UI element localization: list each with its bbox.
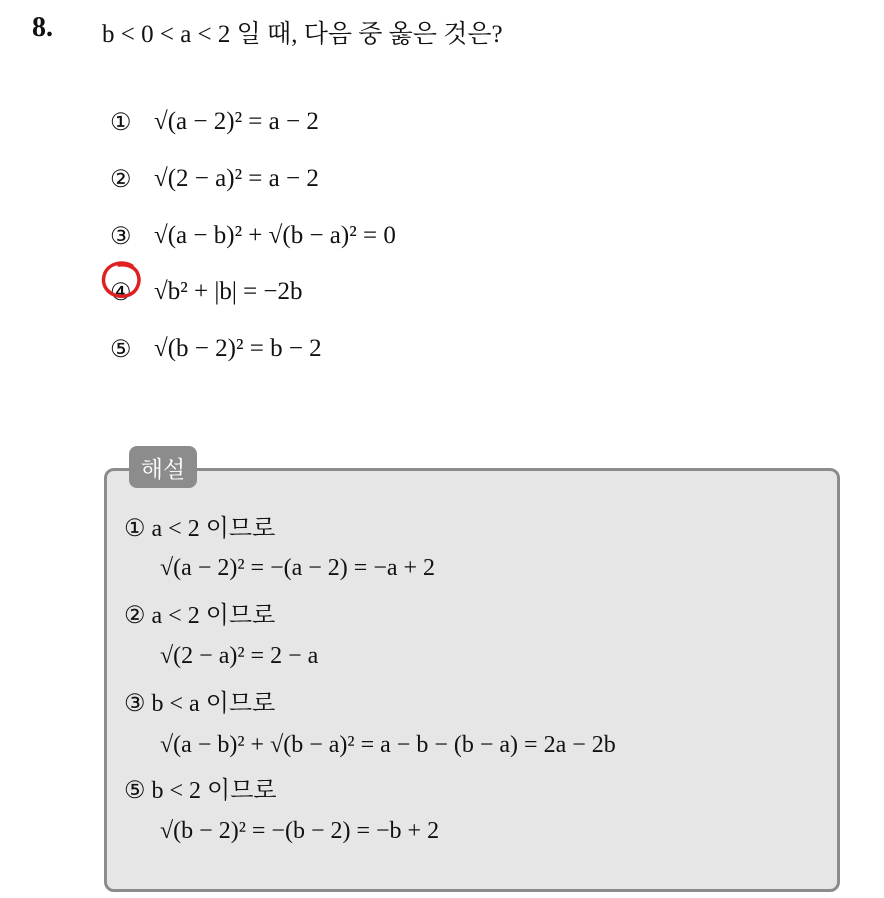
solution-condition: ① a < 2 이므로 — [124, 516, 276, 542]
option-number: ⑤ — [110, 335, 132, 363]
option-5[interactable] — [110, 329, 322, 369]
option-expression: √(a − b)² + √(b − a)² = 0 — [154, 222, 396, 249]
option-expression: √(b − 2)² = b − 2 — [154, 335, 322, 362]
question-number: 8. — [32, 12, 53, 43]
solution-condition: ③ b < a 이므로 — [124, 691, 276, 717]
option-1[interactable] — [110, 102, 319, 142]
option-4[interactable] — [110, 272, 303, 312]
option-expression: √(a − 2)² = a − 2 — [154, 108, 319, 135]
option-3[interactable] — [110, 216, 396, 256]
option-number: ④ — [110, 277, 132, 306]
selected-mark — [110, 278, 154, 307]
option-number: ① — [110, 108, 132, 136]
red-circle-icon — [99, 258, 145, 302]
solution-equation: √(b − 2)² = −(b − 2) = −b + 2 — [160, 818, 440, 844]
solution-equation: √(2 − a)² = 2 − a — [160, 643, 319, 669]
option-number: ③ — [110, 222, 132, 250]
solution-equation: √(a − b)² + √(b − a)² = a − b − (b − a) = 2a − 2b — [160, 732, 616, 758]
question-text: b < 0 < a < 2 일 때, 다음 중 옳은 것은? — [102, 21, 503, 48]
option-2[interactable] — [110, 159, 319, 199]
solution-badge: 해설 — [129, 446, 197, 488]
option-number: ② — [110, 165, 132, 193]
solution-condition: ② a < 2 이므로 — [124, 603, 276, 629]
solution-condition: ⑤ b < 2 이므로 — [124, 778, 277, 804]
option-expression: √(2 − a)² = a − 2 — [154, 165, 319, 192]
option-expression: √b² + |b| = −2b — [154, 278, 303, 305]
solution-equation: √(a − 2)² = −(a − 2) = −a + 2 — [160, 555, 436, 581]
